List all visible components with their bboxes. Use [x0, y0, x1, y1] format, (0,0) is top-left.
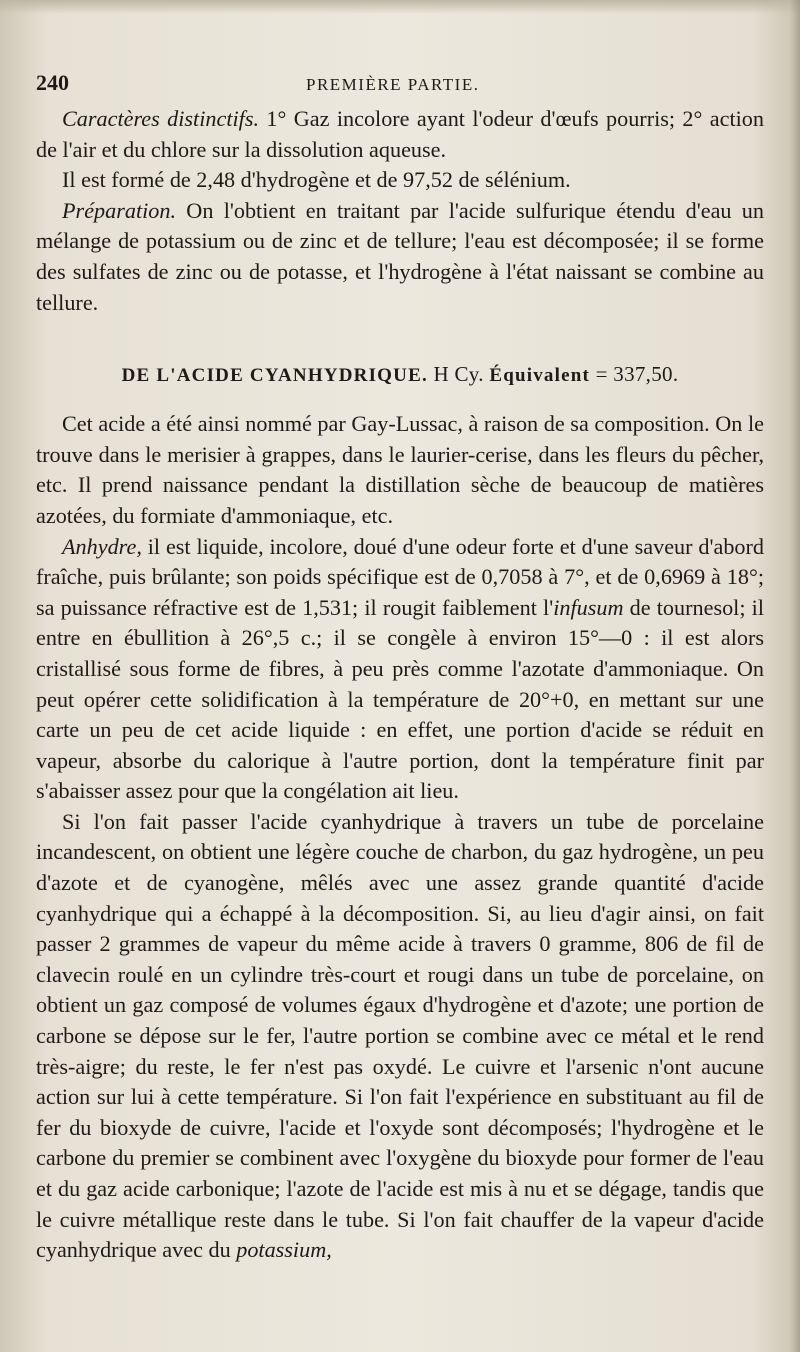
- paragraph-anhydrous: [36, 532, 764, 807]
- paragraph-text: 1° Gaz incolore ayant l'odeur d'œufs pourris; 2° action de l'air et du chlore sur la dissolution aqueuse.: [36, 106, 764, 162]
- section-formula: H Cy.: [427, 362, 490, 387]
- infusum-term: infusum: [553, 594, 624, 620]
- paragraph-text: Cet acide a été ainsi nommé par Gay-Lussac, à raison de sa composition. On le trouve dans le merisier à grappes, dans le laurier-cerise, dans les fleurs du pêcher, etc. Il prend naissance pendant la distillation sèche de beaucoup de matières azotées, du formiate d'ammoniaque, etc.: [36, 411, 764, 528]
- running-head: [36, 70, 764, 104]
- section-equivalent-label: Équivalent: [489, 365, 591, 387]
- paragraph-text: Si l'on fait passer l'acide cyanhydrique à travers un tube de porcelaine incandescent, on obtient une légère couche de charbon, du gaz hydrogène, un peu d'azote et de cyanogène, mêlés avec une assez grande quantité d'acide cyanhydrique qui a échappé à la décomposition. Si, au lieu d'agir ainsi, on fait passer 2 grammes de vapeur du même acide à travers 0 gramme, 806 de fil de clavecin roulé en un cylindre très-court et rougi dans un tube de porcelaine, on obtient un gaz composé de volumes égaux d'hydrogène et d'azote; une portion de carbone se dépose sur le fer, l'autre portion se combine avec ce métal et le rend très-aigre; du reste, le fer n'est pas oxydé. Le cuivre et l'arsenic n'ont aucune action sur lui à cette température. Si l'on fait l'expérience en substituant au fil de fer du bioxyde de cuivre, l'acide et l'oxyde sont décomposés; l'hydrogène et le carbone du premier se combinent avec l'oxygène du bioxyde pour former de l'eau et du gaz acide carbonique; l'azote de l'acide est mis à nu et se dégage, tandis que le cuivre métallique reste dans le tube. Si l'on fait chauffer de la vapeur d'acide cyanhydrique avec du: [36, 808, 764, 1263]
- paragraph-text: de tournesol; il entre en ébullition à 26°,5 c.; il se congèle à environ 15°—0 : il est alors cristallisé sous forme de fibres, à peu près comme l'azotate d'ammoniaque. On peut opérer cette solidification à la température de 20°+0, en mettant sur une carte un peu de cet acide liquide : en effet, une portion d'acide se réduit en vapeur, absorbe du calorique à l'autre portion, dont la température finit par s'abaisser assez pour que la congélation ait lieu.: [36, 594, 764, 804]
- paragraph-lead: Préparation.: [62, 197, 177, 223]
- paragraph-composition: [36, 165, 764, 196]
- section-equivalent-value: = 337,50.: [590, 362, 679, 387]
- paragraph-text: il est liquide, incolore, doué d'une odeur forte et d'une saveur d'abord fraîche, puis brûlante; son poids spécifique est de 0,7058 à 7°, et de 0,6969 à 18°; sa puissance réfractive est de 1,531; il rougit faiblement l': [36, 533, 764, 620]
- paragraph-preparation: [36, 196, 764, 318]
- paragraph-text: On l'obtient en traitant par l'acide sulfurique étendu d'eau un mélange de potassium ou de zinc et de tellure; l'eau est décomposée; il se forme des sulfates de zinc ou de potasse, et l'hydrogène à l'état naissant se combine au tellure.: [36, 197, 764, 315]
- paragraph-distinctive-characters: [36, 104, 764, 165]
- paragraph-lead: Caractères distinctifs.: [62, 106, 259, 131]
- paragraph-lead: Anhydre,: [62, 533, 142, 559]
- potassium-term: potassium,: [236, 1237, 332, 1263]
- section-title: DE L'ACIDE CYANHYDRIQUE.: [121, 365, 428, 387]
- running-title: PREMIÈRE PARTIE.: [306, 75, 480, 94]
- paragraph-naming: [36, 409, 764, 531]
- paragraph-text: Il est formé de 2,48 d'hydrogène et de 97,52 de sélénium.: [62, 167, 571, 193]
- paragraph-decomposition: [36, 807, 764, 1266]
- page-number: 240: [36, 70, 69, 95]
- section-heading: [36, 362, 764, 387]
